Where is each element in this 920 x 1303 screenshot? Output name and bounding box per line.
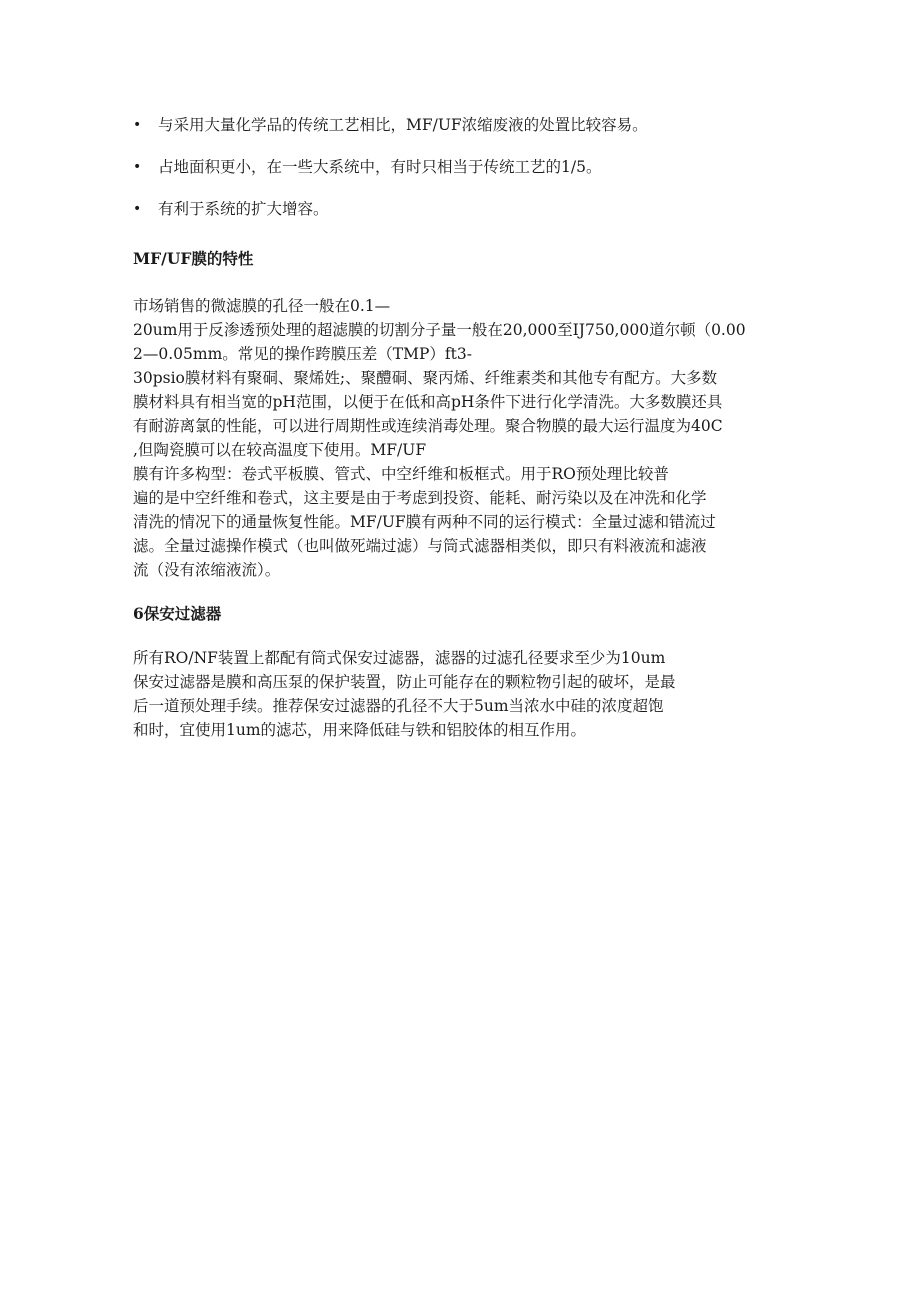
paragraph-line: 所有RO/NF装置上都配有筒式保安过滤器，滤器的过滤孔径要求至少为10um [133,649,666,667]
bullet-text: 有利于系统的扩大增容。 [158,200,329,218]
paragraph-line: 2—0.05mm。常见的操作跨膜压差（TMP）ft3- [133,345,472,363]
paragraph-line: 20um用于反渗透预处理的超滤膜的切割分子量一般在20,000至IJ750,000道尔顿（0.00 [133,321,746,339]
filter-paragraph [133,646,813,742]
paragraph-line: 膜材料具有相当宽的pH范围，以便于在低和高pH条件下进行化学清洗。大多数膜还具 [133,393,723,411]
paragraph-line: 膜有许多构型：卷式平板膜、管式、中空纤维和板框式。用于RO预处理比较普 [133,465,669,483]
paragraph-line: 30psio膜材料有聚硐、聚烯姓;、聚醴硐、聚丙烯、纤维素类和其他专有配方。大多数 [133,369,718,387]
mfuf-paragraph [133,294,813,582]
paragraph-line: 遍的是中空纤维和卷式，这主要是由于考虑到投资、能耗、耐污染以及在冲洗和化学 [133,489,707,507]
paragraph-line: 流（没有浓缩液流）。 [133,561,281,579]
bullet-dot-icon: • [133,117,142,133]
filter-section-heading: 6保安过滤器 [133,604,222,623]
bullet-item [133,156,833,178]
bullet-item [133,198,833,220]
bullet-text: 与采用大量化学品的传统工艺相比，MF/UF浓缩废液的处置比较容易。 [158,116,648,134]
paragraph-line: 滤。全量过滤操作模式（也叫做死端过滤）与筒式滤器相类似，即只有料液流和滤液 [133,537,707,555]
bullet-text: 占地面积更小，在一些大系统中，有时只相当于传统工艺的1/5。 [158,158,602,176]
bullet-dot-icon: • [133,159,142,175]
paragraph-line: 市场销售的微滤膜的孔径一般在0.1— [133,297,391,315]
paragraph-line: 有耐游离氯的性能，可以进行周期性或连续消毒处理。聚合物膜的最大运行温度为40C [133,417,723,435]
paragraph-line: 保安过滤器是膜和高压泵的保护装置，防止可能存在的颗粒物引起的破坏，是最 [133,673,676,691]
paragraph-line: 和时，宜使用1um的滤芯，用来降低硅与铁和铝胶体的相互作用。 [133,721,587,739]
mfuf-section-heading: MF/UF膜的特性 [133,249,254,268]
advantages-bullet-list [133,114,833,240]
paragraph-line: ,但陶瓷膜可以在较高温度下使用。MF/UF [133,441,427,459]
bullet-dot-icon: • [133,201,142,217]
paragraph-line: 清洗的情况下的通量恢复性能。MF/UF膜有两种不同的运行模式：全量过滤和错流过 [133,513,716,531]
paragraph-line: 后一道预处理手续。推荐保安过滤器的孔径不大于5um当浓水中硅的浓度超饱 [133,697,664,715]
bullet-item [133,114,833,136]
